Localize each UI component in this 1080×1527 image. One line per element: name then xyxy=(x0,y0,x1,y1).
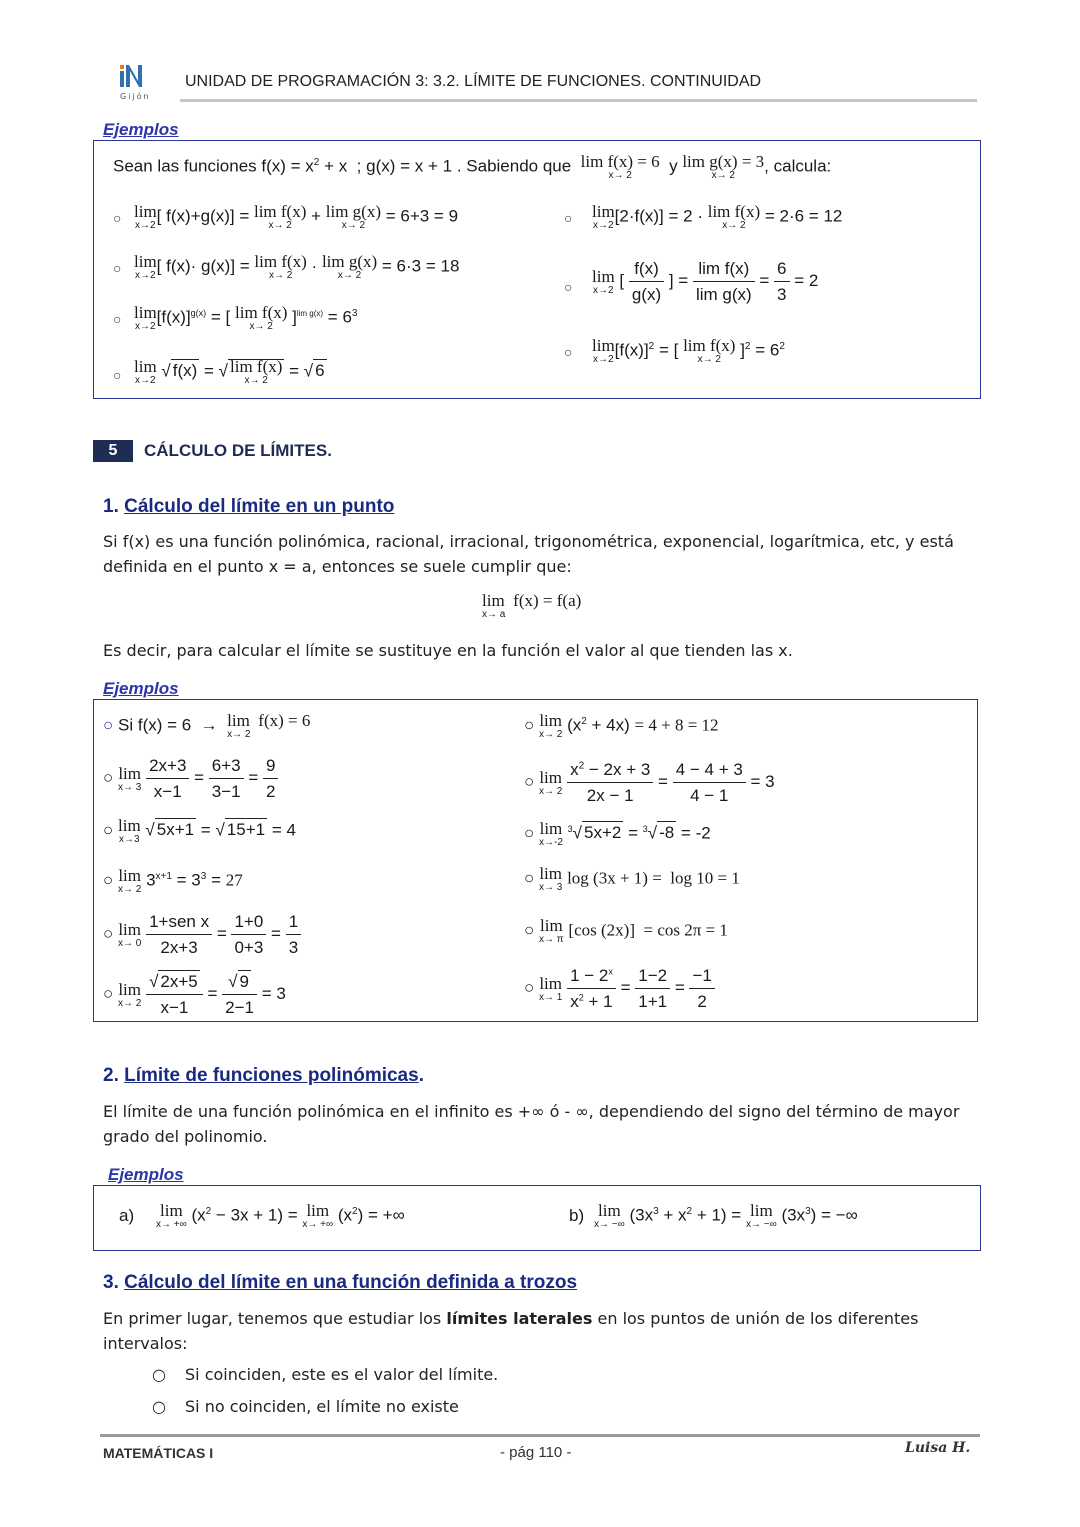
s3-bullet-1: Si coinciden, este es el valor del límite. xyxy=(185,1365,499,1384)
s1-paragraph-line1: Si f(x) es una función polinómica, racional, irracional, trigonométrica, exponencial, logarítmica, etc, y está xyxy=(103,532,954,551)
footer-author-signature: Luisa H. xyxy=(905,1440,971,1456)
box1-item-right-1: lim x→2 [2·f(x)] = 2 · lim f(x) x→ 2 = 2·6 = 12 xyxy=(592,202,843,231)
box1-item-right-3: lim x→2 $[f(x)]^2$ = [ lim f(x) x→ 2 ]$^2 = 6^2$ xyxy=(592,336,785,365)
box1-item-left-4: lim x→2 √ f(x) = √ lim f(x) x→ 2 = √ 6 xyxy=(134,357,325,386)
s1-paragraph-line3: Es decir, para calcular el límite se sustituye en la función el valor al que tienden las x. xyxy=(103,641,793,660)
subsection-1-heading: 1. Cálculo del límite en un punto xyxy=(103,496,395,517)
example-a: lim x→ +∞ $(x^2 - 3x + 1)$ = lim x→ +∞ $(x^2)$ = +∞ xyxy=(156,1201,405,1230)
box2-left-2: ○ lim x→ 3 $\frac{2x+3}{x-1}$ = $\frac{6+3}{3-1}$ = $\frac{9}{2}$ xyxy=(103,756,278,801)
header-divider xyxy=(180,99,977,102)
logo-sub-text: Gijón xyxy=(120,92,151,101)
box2-left-5: ○ lim x→ 0 $\frac{\text{1+sen x}}{2x+3}$ = $\frac{1+0}{0+3}$ = $\frac{1}{3}$ xyxy=(103,912,301,957)
examples-label-3: Ejemplos xyxy=(108,1165,184,1184)
box2-left-6: ○ lim x→ 2 $\frac{√ 2x+5}{x-1}$ = $\frac{√ 9}{2-1}$ = 3 xyxy=(103,972,286,1017)
examples-box-1: Sean las funciones $f(x) = x^2 + x$ ; g(x) = x + 1 . Sabiendo que lim f(x) = 6 x→ 2 y lim g(x) = 3 x→ 2 , calcula: ○ lim x→2 [ f(x)+g(x)] = lim f(x) x→ 2 + lim g(x) x→ 2 = 6+3 = 9 ○ lim x→2 [ f(x)· g(x)] = lim f(x) x→ 2 · lim g(x) x→ 2 = 6·3 = 18 ○ lim x→2 $[f(x)]^{g(x)}$ = [ lim f(x) x→ 2 ]$^{lim g(x)} = 6^3$ ○ lim x→2 √ f(x) = √ lim f(x) x→ 2 = √ 6 ○ lim x→2 [2·f(x)] = 2 · lim f(x) x→ 2 = 2·6 = 12 ○ lim x→2 [ $\frac{f(x)}{g(x)}$ ] = $\frac{\text{lim f(x)}}{\text{lim g(x)}}$ = $\frac{6}{3}$ = 2 ○ lim x→2 $[f(x)]^2$ = [ lim f(x) x→ 2 ]$^2 = 6^2$ xyxy=(93,140,981,399)
bullet-icon: ○ xyxy=(152,1365,166,1384)
examples-box-3 xyxy=(93,1185,981,1251)
box2-right-2: ○ lim x→ 2 $\frac{x^2 - 2x + 3}{2x - 1}$ = $\frac{4 - 4 + 3}{4 - 1}$ = 3 xyxy=(524,760,775,805)
example-b-label: b) xyxy=(569,1206,585,1225)
footer-page-number: - pág 110 - xyxy=(500,1444,572,1461)
bullet-icon: ○ xyxy=(152,1397,166,1416)
footer-divider xyxy=(100,1434,980,1437)
box2-right-6: ○ lim x→ 1 $\frac{1 - 2^x}{x^2 + 1}$ = $\frac{1-2}{1+1}$ = $\frac{-1}{2}$ xyxy=(524,966,715,1011)
example-a-label: a) xyxy=(119,1206,135,1225)
example-b: lim x→ −∞ $(3x^3 + x^2 + 1)$ = lim x→ −∞ $(3x^3)$ = −∞ xyxy=(594,1201,858,1230)
box2-right-4: ○ lim x→ 3 log (3x + 1) = log 10 = 1 xyxy=(524,864,740,893)
box2-right-3: ○ lim x→-2 $^3$√ 5x+2 = $^3$√ -8 = -2 xyxy=(524,819,711,848)
s2-paragraph-line1: El límite de una función polinómica en el infinito es +∞ ó - ∞, dependiendo del signo del término de mayor xyxy=(103,1102,960,1121)
box1-item-right-2: lim x→2 [ $\frac{f(x)}{g(x)}$ ] = $\frac{\text{lim f(x)}}{\text{lim g(x)}}$ = $\frac{6}{3}$ = 2 xyxy=(592,259,819,304)
s3-bullet-2: Si no coinciden, el límite no existe xyxy=(185,1397,459,1416)
s3-paragraph-line1: En primer lugar, tenemos que estudiar los límites laterales en los puntos de unión de los diferentes xyxy=(103,1309,919,1328)
school-logo xyxy=(108,62,160,102)
footer-subject: MATEMÁTICAS I xyxy=(103,1445,214,1461)
subsection-3-heading: 3. Cálculo del límite en una función definida a trozos xyxy=(103,1272,578,1293)
box1-intro: Sean las funciones $f(x) = x^2 + x$ ; g(x) = x + 1 . Sabiendo que lim f(x) = 6 x→ 2 y lim g(x) = 3 x→ 2 , calcula: xyxy=(113,152,832,181)
subsection-2-heading: 2. Límite de funciones polinómicas. xyxy=(103,1065,424,1086)
ies-logo-icon xyxy=(108,62,160,102)
box1-item-left-3: lim x→2 $[f(x)]^{g(x)}$ = [ lim f(x) x→ 2 ]$^{lim g(x)} = 6^3$ xyxy=(134,303,358,332)
section-number: 5 xyxy=(93,440,133,462)
box2-right-5: ○ lim x→ π [cos (2x)] = cos 2π = 1 xyxy=(524,916,728,945)
s1-formula: lim f(x) = f(a) x→ a xyxy=(482,591,582,620)
box2-left-4: ○ lim x→ 2 $3^{x+1} = 3^3 = 27$ xyxy=(103,866,243,895)
box1-item-left-1: lim x→2 [ f(x)+g(x)] = lim f(x) x→ 2 + lim g(x) x→ 2 = 6+3 = 9 xyxy=(134,202,459,231)
examples-label-2: Ejemplos xyxy=(103,679,179,698)
section-title: CÁLCULO DE LÍMITES. xyxy=(144,441,332,460)
box1-item-left-2: lim x→2 [ f(x)· g(x)] = lim f(x) x→ 2 · lim g(x) x→ 2 = 6·3 = 18 xyxy=(134,252,460,281)
box2-right-1: ○ lim x→ 2 $(x^2 + 4x) = 4 + 8 = 12$ xyxy=(524,711,719,740)
box2-left-1: ○ Si f(x) = 6 → lim f(x) = 6 x→ 2 xyxy=(103,711,311,740)
s3-paragraph-line2: intervalos: xyxy=(103,1334,188,1353)
s1-paragraph-line2: definida en el punto x = a, entonces se suele cumplir que: xyxy=(103,557,572,576)
examples-label-1: Ejemplos xyxy=(103,120,179,139)
page-header-title: UNIDAD DE PROGRAMACIÓN 3: 3.2. LÍMITE DE FUNCIONES. CONTINUIDAD xyxy=(185,73,762,90)
examples-box-2 xyxy=(93,699,978,1022)
s2-paragraph-line2: grado del polinomio. xyxy=(103,1127,268,1146)
box2-left-3: ○ lim x→3 √ 5x+1 = √ 15+1 = 4 xyxy=(103,816,296,845)
